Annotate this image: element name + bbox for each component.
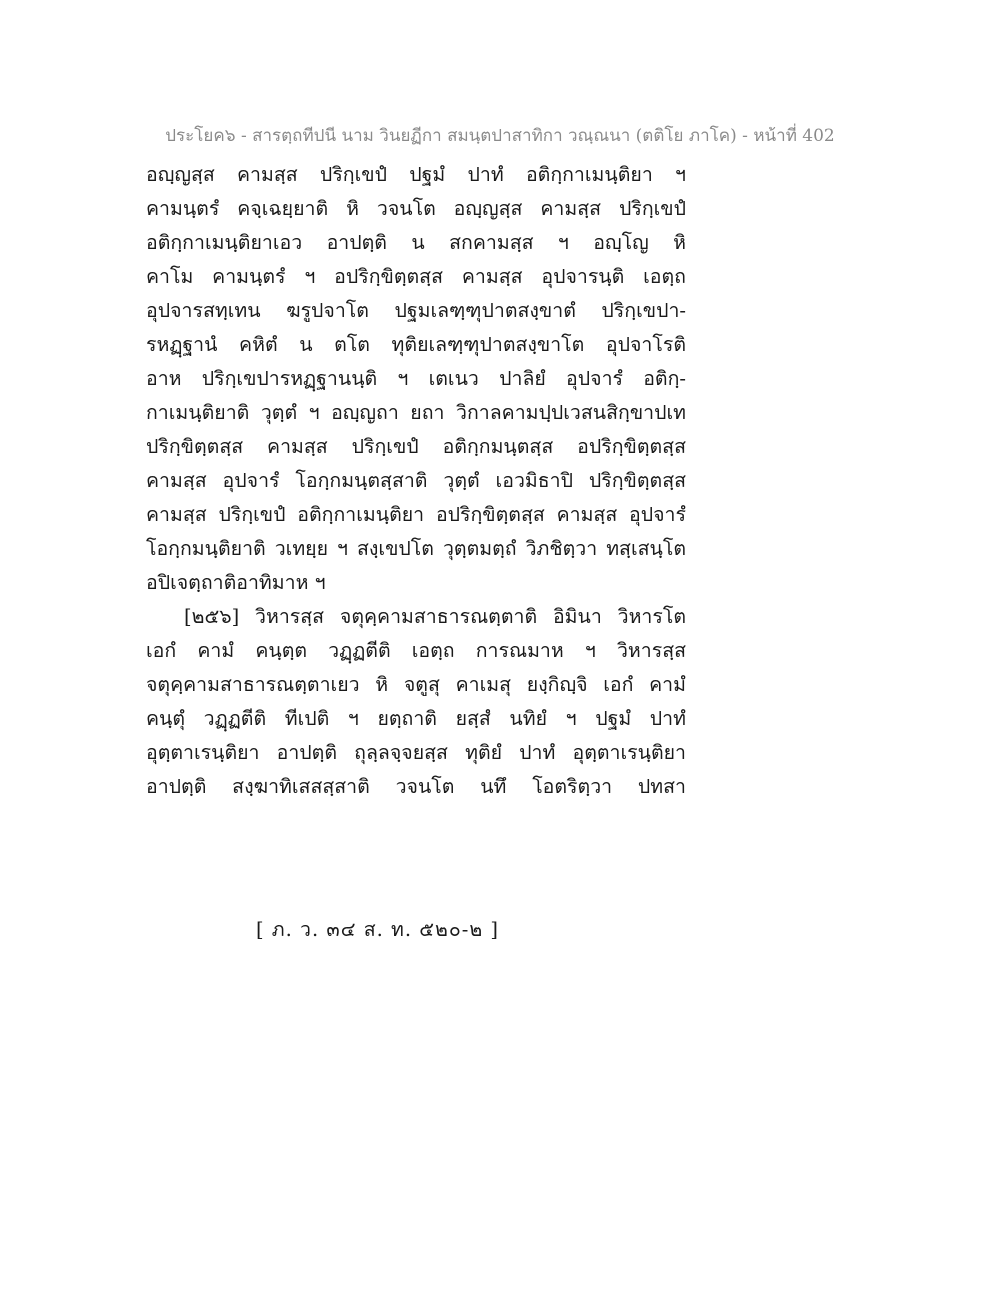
- text-line: อติกฺกาเมนฺติยาเอว อาปตฺติ น สกคามสฺส ฯ อญฺโญ หิ: [146, 231, 686, 254]
- text-line: ปริกฺขิตฺตสฺส คามสฺส ปริกฺเขปํ อติกฺกมนฺตสฺส อปริกฺขิตฺตสฺส: [146, 435, 686, 458]
- text-line: อุตฺตาเรนฺติยา อาปตฺติ ถุลฺลจฺจยสฺส ทุติยํ ปาทํ อุตฺตาเรนฺติยา: [146, 741, 686, 764]
- text-line: จตุคฺคามสาธารณตฺตาเยว หิ จตูสุ คาเมสุ ยงฺกิญฺจิ เอกํ คามํ: [146, 673, 686, 696]
- text-line: เอกํ คามํ คนฺตฺต วฏฺฏตีติ เอตฺถ การณมาห ฯ วิหารสฺส: [146, 639, 686, 662]
- text-line: รหฏฺฐานํ คหิตํ น ตโต ทุติยเลฑฺฑุปาตสงฺขาโต อุปจาโรติ: [146, 333, 686, 356]
- page-reference: [ ภ. ว. ๓๔ ส. ท. ๕๒๐-๒ ]: [256, 918, 500, 941]
- text-line: โอกฺกมนฺติยาติ วเทยฺย ฯ สงฺเขปโต วุตฺตมตฺถํ วิภชิตฺวา ทสฺเสนฺโต: [146, 537, 686, 560]
- page-header: ประโยค๖ - สารตฺถทีปนี นาม วินยฏีกา สมนฺตปาสาทิกา วณฺณนา (ตติโย ภาโค) - หน้าที่ 402: [165, 126, 835, 146]
- text-line: อาห ปริกฺเขปารหฏฺฐานนฺติ ฯ เตเนว ปาลิยํ อุปจารํ อติกฺ-: [146, 367, 686, 390]
- text-line: อญฺญสฺส คามสฺส ปริกฺเขปํ ปฐมํ ปาทํ อติกฺกาเมนฺติยา ฯ: [146, 163, 686, 186]
- text-line: คาโม คามนฺตรํ ฯ อปริกฺขิตฺตสฺส คามสฺส อุปจารนฺติ เอตฺถ: [146, 265, 686, 288]
- text-line: กาเมนฺติยาติ วุตฺตํ ฯ อญฺญถา ยถา วิกาลคามปฺปเวสนสิกฺขาปเท: [146, 401, 686, 424]
- text-line: คามสฺส อุปจารํ โอกฺกมนฺตสฺสาติ วุตฺตํ เอวมิธาปิ ปริกฺขิตฺตสฺส: [146, 469, 686, 492]
- text-line: อุปจารสทฺเทน ฆรูปจาโต ปฐมเลฑฺฑุปาตสงฺขาตํ ปริกฺเขปา-: [146, 299, 686, 322]
- text-line: อาปตฺติ สงฺฆาทิเสสสฺสาติ วจนโต นทึ โอตริตฺวา ปทสา: [146, 775, 686, 798]
- text-line: อปิเจตฺถาติอาทิมาห ฯ: [146, 571, 326, 594]
- body-text: [146, 158, 686, 804]
- text-line: คามนฺตรํ คจฺเฉยฺยาติ หิ วจนโต อญฺญสฺส คามสฺส ปริกฺเขปํ: [146, 197, 686, 220]
- text-line: คามสฺส ปริกฺเขปํ อติกฺกาเมนฺติยา อปริกฺขิตฺตสฺส คามสฺส อุปจารํ: [146, 503, 686, 526]
- text-line: คนฺตุํ วฏฺฏตีติ ทีเปติ ฯ ยตฺถาติ ยสฺสํ นทิยํ ฯ ปฐมํ ปาทํ: [146, 707, 686, 730]
- paragraph-start-line: [๒๕๖] วิหารสฺส จตุคฺคามสาธารณตฺตาติ อิมินา วิหารโต: [184, 605, 686, 628]
